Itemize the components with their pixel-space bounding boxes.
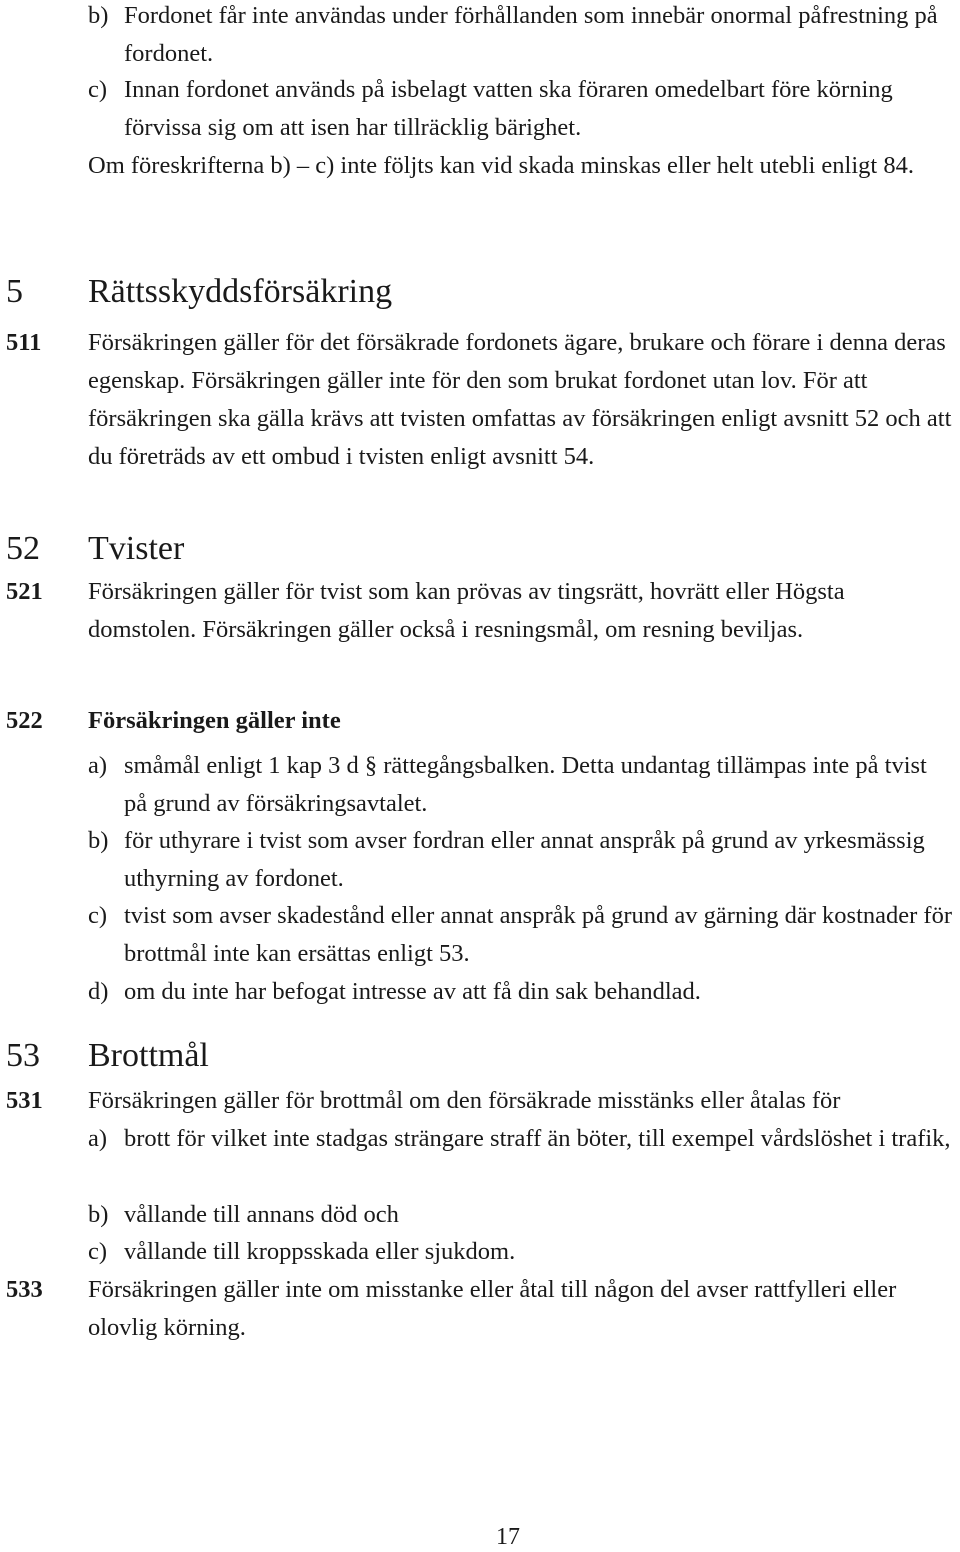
clause-text: Försäkringen gäller för tvist som kan prövas av tingsrätt, hovrätt eller Högsta domstolen. Försäkringen gäller också i resningsmål, om resning beviljas.	[88, 578, 845, 643]
section-title: Rättsskyddsförsäkring	[88, 273, 393, 310]
clause-text: Försäkringen gäller för det försäkrade fordonets ägare, brukare och förare i denna deras egenskap. Försäkringen gäller inte för den som brukat fordonet utan lov. För att försäkringen ska gälla krävs att tvisten omfattas av försäkringen enligt avsnitt 52 och att du företräds av ett ombud i tvisten enligt avsnitt 54.	[88, 329, 952, 470]
clause-number: 521	[6, 578, 43, 605]
list-label: c)	[88, 902, 108, 929]
section-title: Tvister	[88, 530, 185, 567]
list-label: a)	[88, 752, 108, 779]
list-item-c	[88, 1233, 956, 1271]
section-number: 52	[6, 530, 40, 567]
list-label: d)	[88, 978, 109, 1005]
list-item-c	[88, 897, 956, 973]
page-number: 17	[496, 1524, 520, 1550]
list-text: vållande till annans död och	[124, 1201, 399, 1228]
list-label: c)	[88, 76, 108, 103]
clause-number: 511	[6, 329, 42, 356]
list-item-a	[88, 1120, 956, 1158]
list-item-b	[88, 822, 956, 898]
list-text: vållande till kroppsskada eller sjukdom.	[124, 1238, 516, 1265]
clause-number: 533	[6, 1276, 43, 1303]
clause-text: Försäkringen gäller för brottmål om den försäkrade misstänks eller åtalas för	[88, 1087, 841, 1114]
list-text: om du inte har befogat intresse av att få din sak behandlad.	[124, 978, 701, 1005]
section-number: 5	[6, 273, 23, 310]
list-label: b)	[88, 1201, 109, 1228]
list-item-b	[88, 1196, 956, 1234]
list-label: b)	[88, 2, 109, 29]
list-item-d	[88, 973, 956, 1011]
section-number: 53	[6, 1037, 40, 1074]
list-item-a	[88, 747, 956, 823]
note-paragraph: Om föreskrifterna b) – c) inte följts kan vid skada minskas eller helt utebli enligt 84.	[88, 152, 914, 179]
list-label: c)	[88, 1238, 108, 1265]
list-text: för uthyrare i tvist som avser fordran eller annat anspråk på grund av yrkesmässig uthyrning av fordonet.	[124, 827, 925, 892]
list-text: tvist som avser skadestånd eller annat anspråk på grund av gärning där kostnader för brottmål inte kan ersättas enligt 53.	[124, 902, 952, 967]
list-label: b)	[88, 827, 109, 854]
list-item-c	[88, 71, 956, 147]
list-item-b	[88, 0, 956, 73]
list-label: a)	[88, 1125, 108, 1152]
list-text: brott för vilket inte stadgas strängare straff än böter, till exempel vårdslöshet i trafik,	[124, 1125, 951, 1152]
list-text: småmål enligt 1 kap 3 d § rättegångsbalken. Detta undantag tillämpas inte på tvist på grund av försäkringsavtalet.	[124, 752, 927, 817]
clause-text: Försäkringen gäller inte om misstanke eller åtal till någon del avser rattfylleri eller olovlig körning.	[88, 1276, 897, 1341]
section-title: Brottmål	[88, 1037, 209, 1074]
clause-subtitle: Försäkringen gäller inte	[88, 707, 341, 734]
clause-number: 531	[6, 1087, 43, 1114]
list-text: Innan fordonet används på isbelagt vatten ska föraren omedelbart före körning förvissa sig om att isen har tillräcklig bärighet.	[124, 76, 893, 141]
clause-number: 522	[6, 707, 43, 734]
list-text: Fordonet får inte användas under förhållanden som innebär onormal påfrestning på fordonet.	[124, 2, 938, 67]
